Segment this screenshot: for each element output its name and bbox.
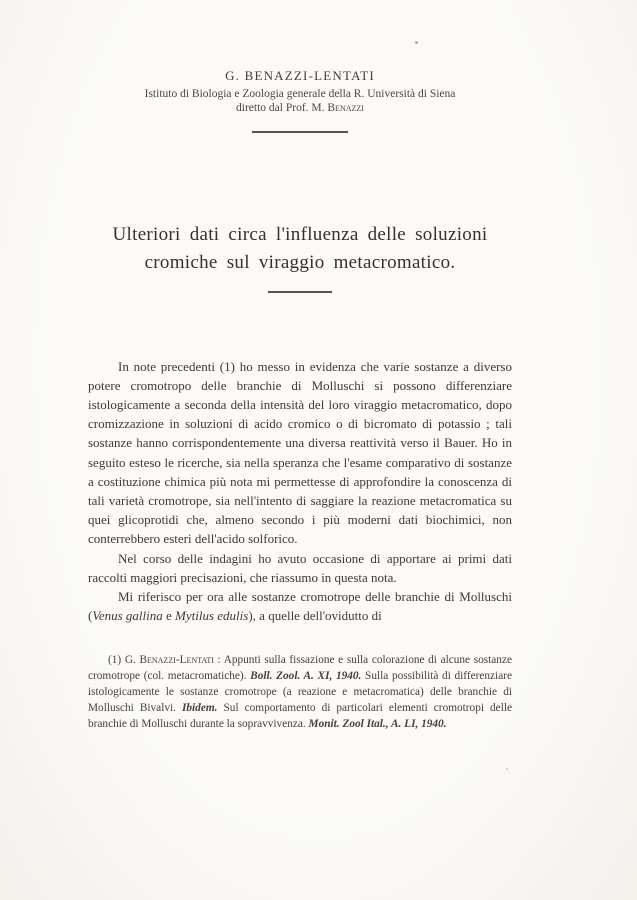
footnote xyxy=(88,653,512,732)
article-title xyxy=(88,221,512,277)
header-author: G. BENAZZI-LENTATI xyxy=(225,68,375,83)
title-divider-rule xyxy=(268,291,332,293)
footnote-text: (1) G. xyxy=(108,654,140,667)
footnote-text: Sulla possibilità di differenziare istologicamente le sostanze cromotrope (a reazione e metacromatica) delle branchie di Molluschi Bivalvi. xyxy=(88,670,512,714)
paragraph-3-text: e xyxy=(162,608,176,624)
header-director-prefix: diretto dal Prof. M. xyxy=(236,102,328,114)
header-director xyxy=(88,102,512,114)
species-name-venus-gallina: Venus gallina xyxy=(92,608,163,624)
footnote-author-name: Benazzi-Lentati xyxy=(139,654,214,667)
paragraph-3-text: Mi riferisco per ora alle sostanze cromotrope delle branchie di Molluschi ( xyxy=(88,588,512,624)
footnote-1 xyxy=(88,653,512,732)
paragraph-3-text: ), a quelle dell'ovidutto di xyxy=(248,608,382,624)
journal-citation-monit-zool: Monit. Zool Ital., A. LI, 1940. xyxy=(308,717,447,730)
footnote-text: Sul comportamento di particolari elementi cromotropi delle branchie di Molluschi durante la sopravvivenza. xyxy=(88,701,512,730)
paragraph-1: In note precedenti (1) ho messo in evidenza che varie sostanze a diverso potere cromotropo delle branchie di Molluschi si possono differenziare istologicamente a seconda della intensità del loro viraggio metacromatico, dopo cromizzazione in soluzioni di acido cromico o di bicromato di potassio ; tali sostanze hanno corrispondentemente una diversa reattività verso il Bauer. Ho in seguito esteso le ricerche, sia nella speranza che l'esame comparativo di sostanze a costituzione chimica più nota mi permettesse di approfondire la conoscenza di tali varietà cromotrope, sia nell'intento di saggiare la reazione metacromatica su quei glicoprotidi che, almeno secondo i più moderni dati biochimici, non conterrebbero esteri dell'acido solforico. xyxy=(88,358,512,547)
text-column xyxy=(88,0,512,732)
species-name-mytilus-edulis: Mytilus edulis xyxy=(175,608,249,624)
header-divider-rule xyxy=(252,131,348,133)
journal-citation-boll-zool: Boll. Zool. A. XI, 1940. xyxy=(250,670,362,683)
header-director-name: Benazzi xyxy=(327,102,364,114)
header-institute: Istituto di Biologia e Zoologia generale della R. Università di Siena xyxy=(144,88,456,100)
paragraph-2: Nel corso delle indagini ho avuto occasione di apportare ai primi dati raccolti maggiori precisazioni, che riassumo in questa nota. xyxy=(88,550,512,585)
article-title-line2: cromiche sul viraggio metacromatico. xyxy=(144,252,456,273)
article-body xyxy=(88,357,512,626)
scan-artifact-speck xyxy=(506,768,508,770)
article-title-line1: Ulteriori dati circa l'influenza delle soluzioni xyxy=(112,224,488,245)
citation-ibidem: Ibidem. xyxy=(182,701,218,714)
footnote-text: : Appunti sulla fissazione e sulla colorazione di alcune sostanze cromotrope (col. metacromatiche). xyxy=(88,654,512,683)
paragraph-3 xyxy=(88,587,512,625)
